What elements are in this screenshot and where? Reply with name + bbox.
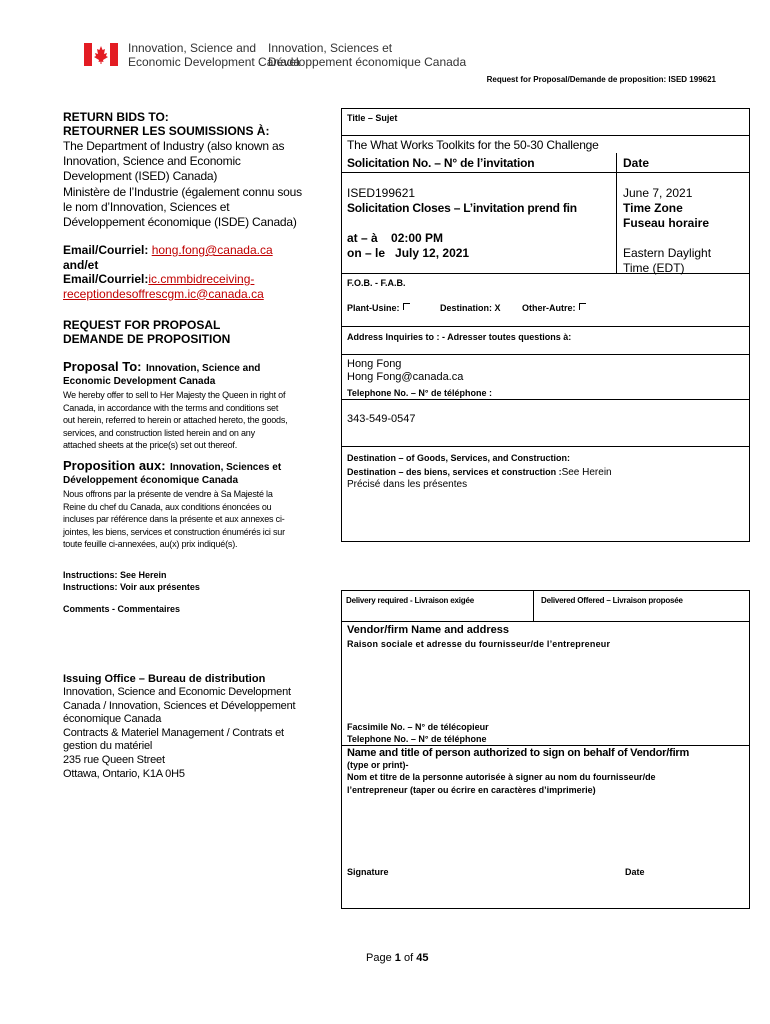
- email-link-secondary-part1[interactable]: ic.cmmbidreceiving-: [148, 272, 255, 286]
- page-prefix: Page: [366, 952, 392, 964]
- proposal-to-org-line2: Economic Development Canada: [63, 376, 216, 387]
- instructions-line1: Instructions: See Herein: [63, 570, 167, 580]
- closing-date-value: July 12, 2021: [395, 246, 470, 260]
- closing-time: [347, 231, 469, 261]
- divider: [533, 590, 534, 621]
- address-inquiries-label: Address Inquiries to : - Adresser toutes questions à:: [347, 332, 572, 342]
- at-label: at – à: [347, 231, 378, 245]
- divider: [341, 745, 750, 746]
- destination-goods-en: Destination – of Goods, Services, and Construction:: [347, 453, 571, 463]
- proposition-aux-label: Proposition aux:: [63, 458, 166, 473]
- telephone-label: Telephone No. – N° de téléphone :: [347, 388, 492, 398]
- rfp-title: [63, 318, 230, 346]
- divider: [341, 621, 750, 622]
- divider: [341, 446, 750, 447]
- timezone-label-fr: Fuseau horaire: [623, 216, 710, 230]
- tel-label-2: Telephone No. – N° de téléphone: [347, 734, 487, 744]
- proposal-body-line: services, and construction listed herein and on any: [63, 427, 255, 438]
- rfp-title-line1: REQUEST FOR PROPOSAL: [63, 318, 221, 332]
- issuing-office-title: Issuing Office – Bureau de distribution: [63, 673, 266, 685]
- contact-email: Hong Fong@canada.ca: [347, 371, 464, 383]
- proposition-org-line2: Développement économique Canada: [63, 475, 239, 486]
- proposal-body-line: Canada, in accordance with the terms and conditions set: [63, 402, 279, 413]
- issuing-line: Contracts & Materiel Management / Contrats et: [63, 726, 284, 739]
- page-number: [366, 952, 428, 965]
- proposition-body-line: jointes, les biens, services et construction énumérés ici sur: [63, 526, 285, 537]
- page-of: of: [403, 952, 414, 964]
- request-reference: Request for Proposal/Demande de proposition: ISED 199621: [486, 75, 716, 84]
- type-or-print-label: (type or print)-: [347, 760, 409, 770]
- divider: [341, 354, 750, 355]
- closing-time-value: 02:00 PM: [391, 231, 444, 245]
- issuing-line: 235 rue Queen Street: [63, 753, 165, 766]
- plant-usine-checkbox[interactable]: [403, 303, 410, 310]
- authorized-fr-line1: Nom et titre de la personne autorisée à signer au nom du fournisseur/de: [347, 772, 656, 782]
- authorized-signer-label: Name and title of person authorized to sign on behalf of Vendor/firm: [347, 747, 690, 759]
- solicitation-no-label: Solicitation No. – N° de l’invitation: [347, 156, 535, 170]
- proposal-to-block: [63, 358, 338, 452]
- vendor-label-fr: Raison sociale et adresse du fournisseur/de l’entrepreneur: [347, 639, 611, 649]
- authorized-signer-fr: [347, 771, 656, 796]
- destination-goods-fr-value: Précisé dans les présentes: [347, 479, 468, 490]
- divider: [341, 273, 750, 274]
- signature-label: Signature: [347, 867, 389, 877]
- contact-info: [347, 358, 463, 384]
- divider: [341, 172, 750, 173]
- issuing-line: Canada / Innovation, Sciences et Développement: [63, 699, 296, 712]
- return-body-line: le nom d’Innovation, Sciences et: [63, 199, 230, 214]
- issuing-line: Ottawa, Ontario, K1A 0H5: [63, 767, 185, 780]
- issuing-line: Innovation, Science and Economic Development: [63, 686, 291, 698]
- date-value: June 7, 2021: [623, 186, 693, 200]
- destination-goods-label: [347, 451, 612, 480]
- other-autre: [522, 302, 586, 314]
- return-body-line: Développement économique (ISDE) Canada): [63, 215, 297, 230]
- proposition-body-line: incluses par référence dans la présente et aux annexes ci-: [63, 514, 285, 524]
- plant-usine: [347, 302, 410, 314]
- divider: [341, 399, 750, 400]
- on-label: on – le: [347, 246, 386, 260]
- destination-goods-fr: Destination – des biens, services et construction :: [347, 467, 562, 477]
- instructions-line2: Instructions: Voir aux présentes: [63, 582, 200, 592]
- email-block: [63, 243, 273, 301]
- return-bids-title: [63, 110, 269, 138]
- delivery-required-label: Delivery required - Livraison exigée: [346, 596, 474, 605]
- return-bids-body: [63, 139, 338, 230]
- solicitation-no-value: ISED199621: [347, 186, 416, 200]
- destination-goods-value: See Herein: [561, 467, 612, 478]
- divider: [616, 153, 617, 273]
- email-link-primary[interactable]: hong.fong@canada.ca: [151, 243, 273, 257]
- plant-usine-label: Plant-Usine:: [347, 303, 400, 313]
- destination-fob: Destination: X: [440, 303, 501, 313]
- authorized-fr-line2: l’entrepreneur (taper ou écrire en caractères d’imprimerie): [347, 784, 596, 795]
- email-link-secondary-part2[interactable]: receptiondesoffrescgm.ic@canada.ca: [63, 286, 264, 301]
- issuing-line: économique Canada: [63, 713, 162, 726]
- page-total: 45: [416, 952, 429, 964]
- contact-name: Hong Fong: [347, 358, 402, 370]
- canada-flag-icon: [84, 43, 118, 66]
- timezone-value-line1: Eastern Daylight: [623, 246, 712, 260]
- proposition-aux-block: [63, 457, 338, 551]
- fax-label: Facsimile No. – N° de télécopieur: [347, 722, 489, 732]
- page-current: 1: [394, 952, 401, 964]
- return-body-line: Ministère de l’Industrie (également connu sous: [63, 184, 302, 199]
- other-autre-checkbox[interactable]: [579, 303, 586, 310]
- org-name-en-line1: Innovation, Science and: [128, 41, 257, 55]
- timezone-label-en: Time Zone: [623, 201, 683, 215]
- proposal-body-line: We hereby offer to sell to Her Majesty the Queen in right of: [63, 390, 286, 400]
- date-label: Date: [623, 156, 650, 170]
- telephone-value: 343-549-0547: [347, 413, 416, 425]
- signature-date-label: Date: [625, 867, 645, 877]
- proposition-body-line: Nous offrons par la présente de vendre à Sa Majesté la: [63, 489, 273, 499]
- issuing-line: gestion du matériel: [63, 740, 153, 753]
- divider: [341, 135, 750, 136]
- solicitation-closes-label: Solicitation Closes – L’invitation prend fin: [347, 201, 577, 215]
- delivery-offered-label: Delivered Offered – Livraison proposée: [541, 596, 683, 605]
- title-label: Title – Sujet: [347, 113, 398, 123]
- issuing-office-body: [63, 686, 338, 781]
- return-bids-line1: RETURN BIDS TO:: [63, 110, 169, 124]
- org-name-en-line2: Economic Development Canada: [128, 55, 301, 69]
- proposition-body-line: Reine du chef du Canada, aux conditions énoncées ou: [63, 501, 272, 512]
- rfp-title-line2: DEMANDE DE PROPOSITION: [63, 332, 231, 346]
- fob-label: F.O.B. - F.A.B.: [347, 278, 406, 288]
- org-name-fr-line1: Innovation, Sciences et: [268, 41, 393, 55]
- proposal-to-org-line1: Innovation, Science and: [145, 363, 261, 374]
- return-bids-line2: RETOURNER LES SOUMISSIONS À:: [63, 124, 270, 138]
- org-name-french: [268, 41, 466, 69]
- title-value: The What Works Toolkits for the 50-30 Challenge: [347, 138, 599, 152]
- proposition-body-line: toute feuille ci-annexées, au(x) prix indiqué(s).: [63, 539, 238, 549]
- timezone-label: [623, 201, 709, 231]
- email-label-2: Email/Courriel:: [63, 272, 149, 286]
- proposition-org-line1: Innovation, Sciences et: [170, 462, 282, 473]
- comments-label: Comments - Commentaires: [63, 604, 181, 614]
- and-et-label: and/et: [63, 257, 99, 272]
- proposal-body-line: attached sheets at the price(s) set out thereof.: [63, 440, 238, 450]
- org-name-fr-line2: Développement économique Canada: [268, 55, 467, 69]
- timezone-value-line2: Time (EDT): [623, 261, 685, 275]
- email-label: Email/Courriel:: [63, 243, 149, 257]
- other-autre-label: Other-Autre:: [522, 303, 576, 313]
- instructions: [63, 569, 200, 593]
- proposal-to-label: Proposal To:: [63, 359, 142, 374]
- timezone-value: [623, 246, 711, 276]
- divider: [341, 326, 750, 327]
- vendor-label: Vendor/firm Name and address: [347, 624, 509, 636]
- proposal-body-line: out herein, referred to herein or attached hereto, the goods,: [63, 415, 288, 425]
- return-body-line: The Department of Industry (also known as: [63, 139, 285, 153]
- return-body-line: Development (ISED) Canada): [63, 169, 218, 184]
- return-body-line: Innovation, Science and Economic: [63, 154, 241, 169]
